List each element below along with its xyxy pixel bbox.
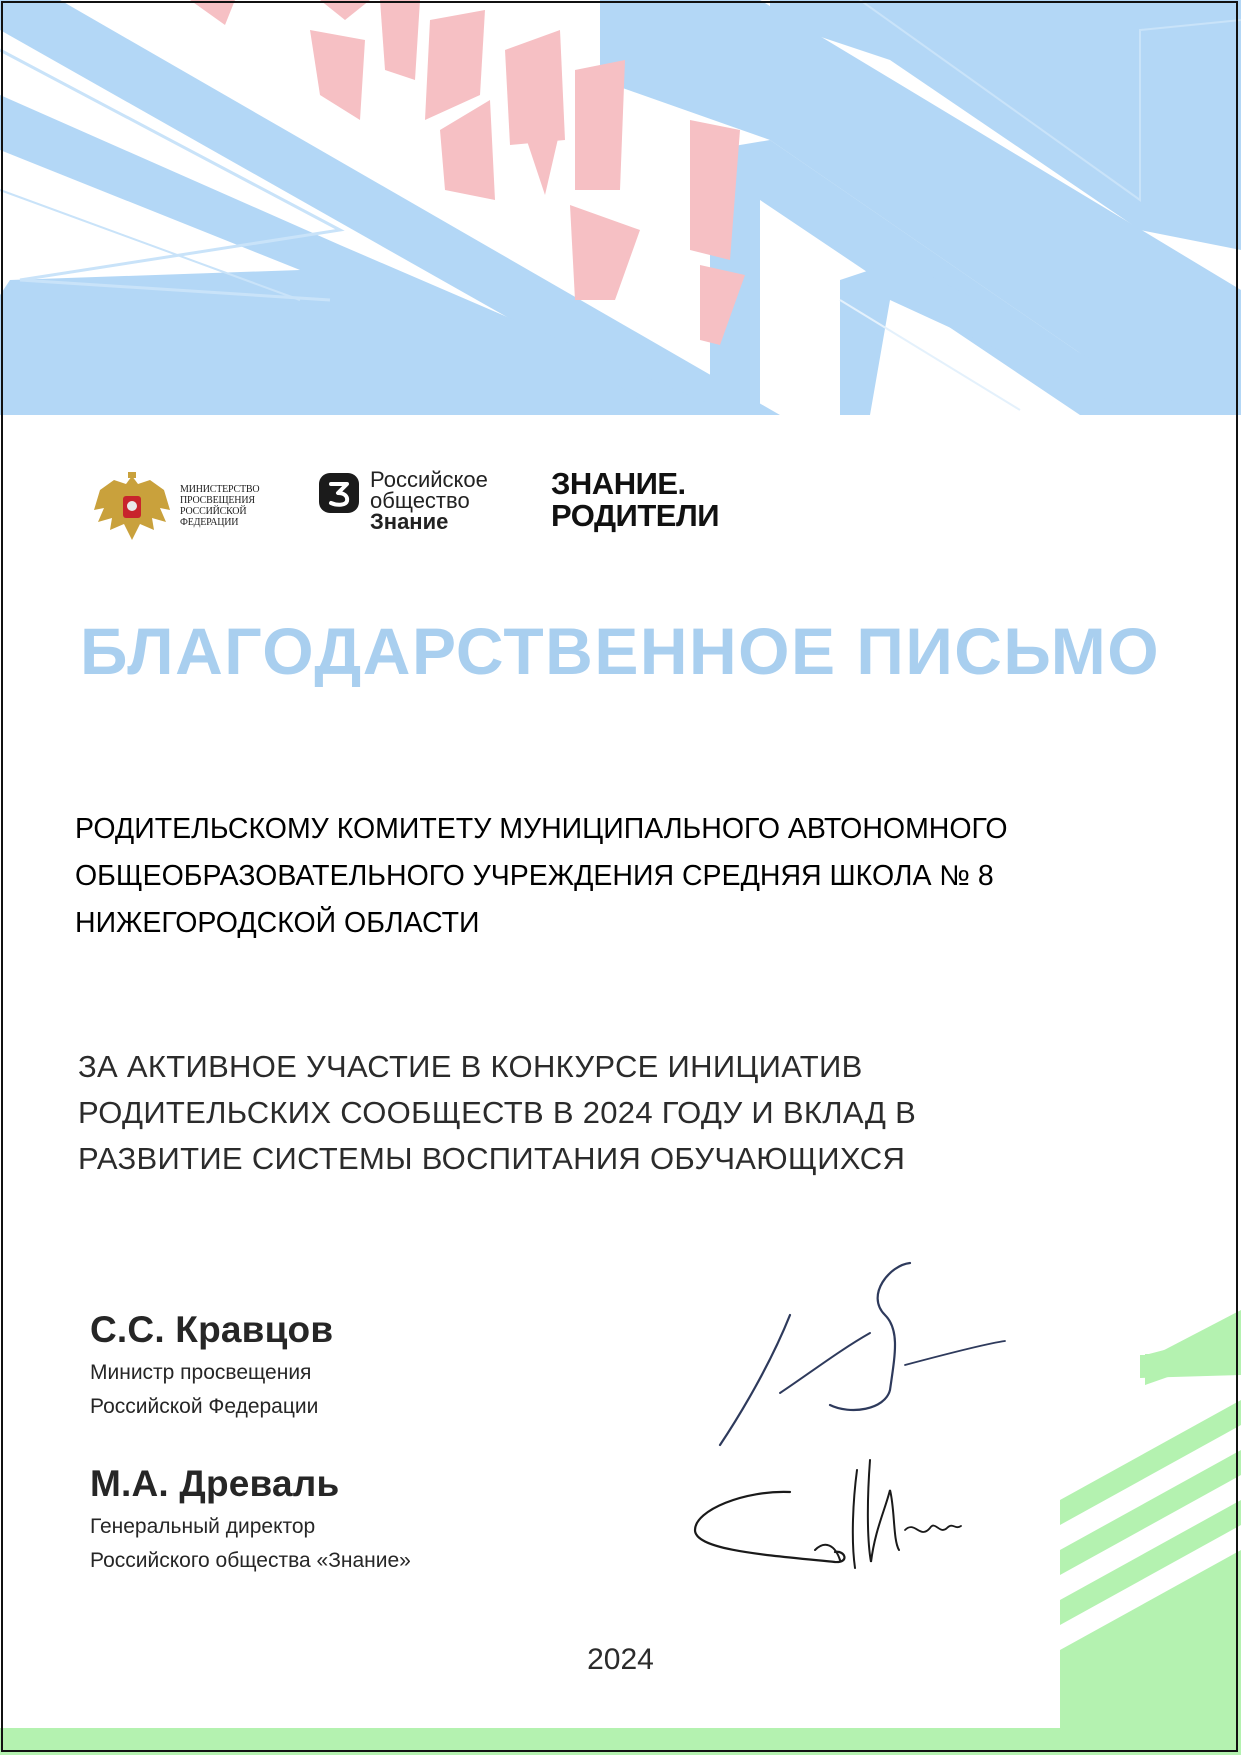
ministry-name bbox=[180, 484, 290, 528]
reason-line: РОДИТЕЛЬСКИХ СООБЩЕСТВ В 2024 ГОДУ И ВКЛАД В bbox=[78, 1095, 917, 1130]
project-line: РОДИТЕЛИ bbox=[551, 498, 719, 533]
signatory-position bbox=[90, 1510, 411, 1578]
document-year: 2024 bbox=[587, 1643, 654, 1676]
znanie-z-icon bbox=[318, 472, 360, 514]
recipient-line: ОБЩЕОБРАЗОВАТЕЛЬНОГО УЧРЕЖДЕНИЯ СРЕДНЯЯ ШКОЛА № 8 bbox=[75, 860, 994, 892]
ministry-line: ФЕДЕРАЦИИ bbox=[180, 517, 239, 528]
signatory-position bbox=[90, 1356, 333, 1424]
reason-line: ЗА АКТИВНОЕ УЧАСТИЕ В КОНКУРСЕ ИНИЦИАТИВ bbox=[78, 1049, 863, 1084]
signature-dreval bbox=[685, 1450, 975, 1580]
position-line: Генеральный директор bbox=[90, 1515, 316, 1538]
position-line: Российского общества «Знание» bbox=[90, 1549, 411, 1572]
project-name bbox=[551, 468, 719, 532]
coat-of-arms-icon bbox=[90, 470, 174, 544]
society-line: Знание bbox=[370, 509, 449, 534]
recipient bbox=[75, 806, 1165, 947]
recipient-line: РОДИТЕЛЬСКОМУ КОМИТЕТУ МУНИЦИПАЛЬНОГО АВТОНОМНОГО bbox=[75, 813, 1008, 845]
ministry-line: ПРОСВЕЩЕНИЯ bbox=[180, 495, 255, 506]
position-line: Министр просвещения bbox=[90, 1361, 312, 1384]
signatory-name: С.С. Кравцов bbox=[90, 1309, 334, 1350]
signature-kravtsov bbox=[700, 1255, 1020, 1455]
position-line: Российской Федерации bbox=[90, 1395, 319, 1418]
society-line: общество bbox=[370, 488, 470, 513]
document-title: БЛАГОДАРСТВЕННОЕ ПИСЬМО bbox=[80, 614, 1161, 688]
award-reason bbox=[78, 1044, 1158, 1182]
recipient-line: НИЖЕГОРОДСКОЙ ОБЛАСТИ bbox=[75, 907, 480, 939]
society-name bbox=[370, 469, 488, 532]
signatory-name: М.А. Древаль bbox=[90, 1463, 340, 1504]
society-line: Российское bbox=[370, 467, 488, 492]
ministry-line: МИНИСТЕРСТВО bbox=[180, 484, 260, 495]
reason-line: РАЗВИТИЕ СИСТЕМЫ ВОСПИТАНИЯ ОБУЧАЮЩИХСЯ bbox=[78, 1141, 906, 1176]
signatory-kravtsov bbox=[90, 1308, 333, 1424]
ministry-line: РОССИЙСКОЙ bbox=[180, 506, 247, 517]
signatory-dreval bbox=[90, 1462, 411, 1578]
project-line: ЗНАНИЕ. bbox=[551, 466, 686, 501]
header-decoration bbox=[0, 0, 1241, 420]
